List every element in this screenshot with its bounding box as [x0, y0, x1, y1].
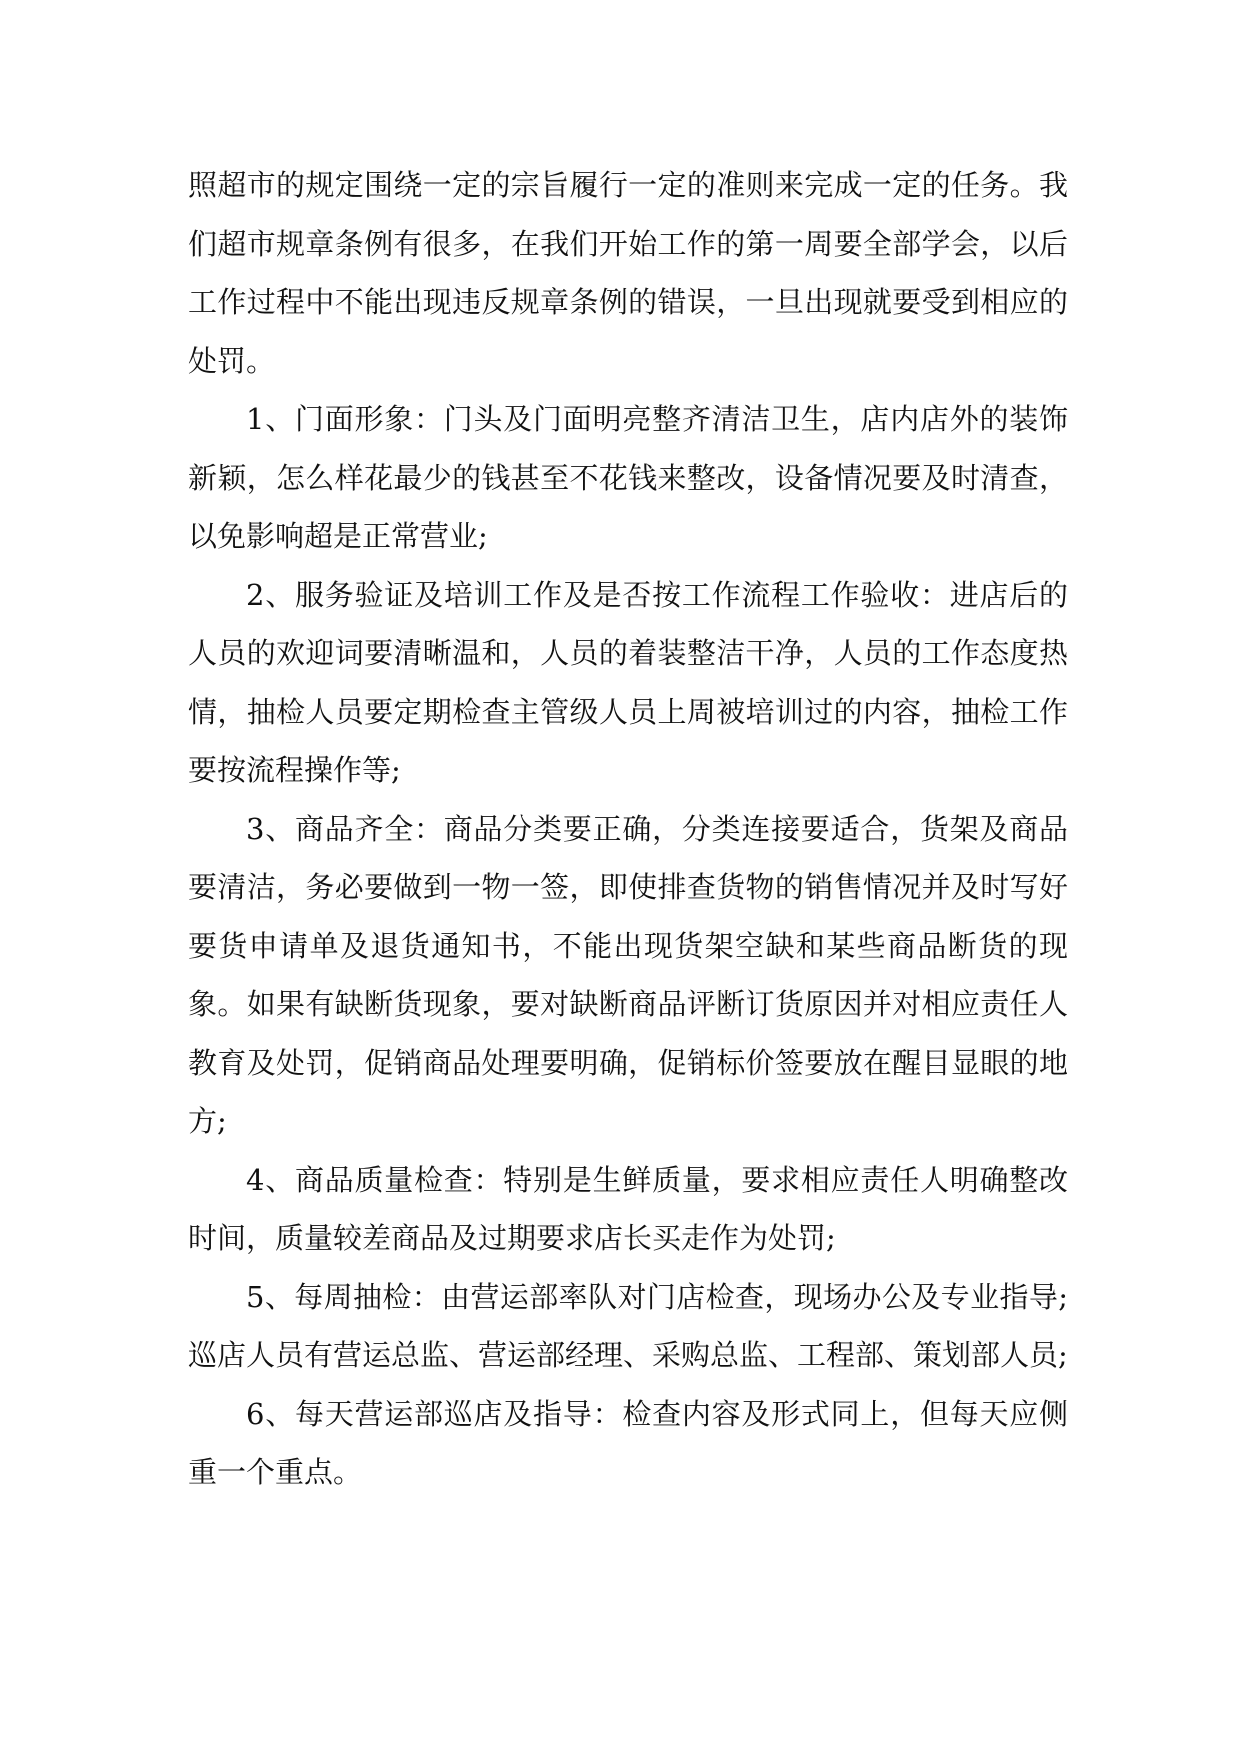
paragraph-continuation: 照超市的规定围绕一定的宗旨履行一定的准则来完成一定的任务。我们超市规章条例有很多，在我们开始工作的第一周要全部学会，以后工作过程中不能出现违反规章条例的错误，一旦出现就要受到相应的处罚。 [188, 168, 1068, 378]
document-body [188, 156, 1068, 1502]
paragraph-item-2: 2、服务验证及培训工作及是否按工作流程工作验收：进店后的人员的欢迎词要清晰温和，人员的着装整洁干净，人员的工作态度热情，抽检人员要定期检查主管级人员上周被培训过的内容，抽检工作要按流程操作等; [188, 577, 1068, 787]
paragraph-item-6: 6、每天营运部巡店及指导：检查内容及形式同上，但每天应侧重一个重点。 [188, 1396, 1068, 1489]
paragraph-item-5: 5、每周抽检：由营运部率队对门店检查，现场办公及专业指导;巡店人员有营运总监、营运部经理、采购总监、工程部、策划部人员; [188, 1279, 1068, 1372]
paragraph-item-1: 1、门面形象：门头及门面明亮整齐清洁卫生，店内店外的装饰新颖，怎么样花最少的钱甚至不花钱来整改，设备情况要及时清查，以免影响超是正常营业; [188, 402, 1068, 553]
paragraph-item-4: 4、商品质量检查：特别是生鲜质量，要求相应责任人明确整改时间，质量较差商品及过期要求店长买走作为处罚; [188, 1162, 1068, 1255]
paragraph-item-3: 3、商品齐全：商品分类要正确，分类连接要适合，货架及商品要清洁，务必要做到一物一签，即使排查货物的销售情况并及时写好要货申请单及退货通知书，不能出现货架空缺和某些商品断货的现象。如果有缺断货现象，要对缺断商品评断订货原因并对相应责任人教育及处罚，促销商品处理要明确，促销标价签要放在醒目显眼的地方; [188, 811, 1068, 1138]
